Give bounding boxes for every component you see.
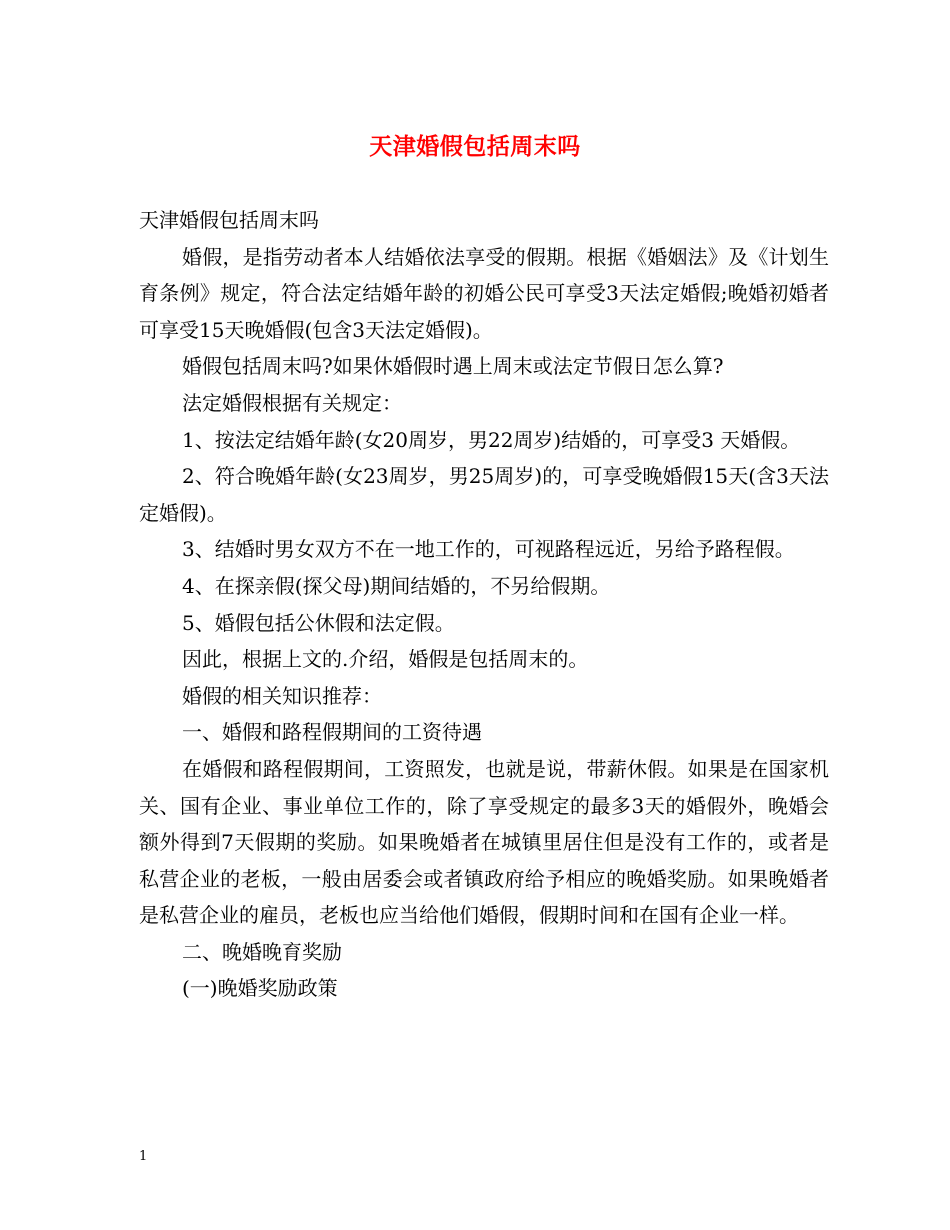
- paragraph: 二、晚婚晚育奖励: [182, 939, 342, 964]
- page-number: 1: [139, 1149, 148, 1164]
- paragraph: 4、在探亲假(探父母)期间结婚的，不另给假期。: [182, 573, 611, 598]
- paragraph: 在婚假和路程假期间，工资照发，也就是说，带薪休假。如果是在国家机关、国有企业、事业单位工作的，除了享受规定的最多3天的婚假外，晚婚会额外得到7天假期的奖励。如果晚婚者在城镇里居住但是没有工作的，或者是私营企业的老板，一般由居委会或者镇政府给予相应的晚婚奖励。如果晚婚者是私营企业的雇员，老板也应当给他们婚假，假期时间和在国有企业一样。: [139, 756, 829, 928]
- paragraph: 因此，根据上文的.介绍，婚假是包括周末的。: [182, 647, 589, 672]
- paragraph: 天津婚假包括周末吗: [139, 208, 319, 232]
- document-body: [139, 202, 829, 1007]
- paragraph: 法定婚假根据有关规定：: [182, 390, 402, 415]
- paragraph: 3、结婚时男女双方不在一地工作的，可视路程远近，另给予路程假。: [182, 537, 795, 562]
- paragraph: 婚假的相关知识推荐：: [182, 683, 382, 708]
- paragraph: 婚假，是指劳动者本人结婚依法享受的假期。根据《婚姻法》及《计划生育条例》规定，符合法定结婚年龄的初婚公民可享受3天法定婚假;晚婚初婚者可享受15天晚婚假(包含3天法定婚假)。: [139, 244, 829, 342]
- paragraph: 婚假包括周末吗?如果休婚假时遇上周末或法定节假日怎么算?: [182, 354, 724, 379]
- paragraph: (一)晚婚奖励政策: [182, 976, 338, 1001]
- paragraph: 1、按法定结婚年龄(女20周岁，男22周岁)结婚的，可享受3 天婚假。: [182, 427, 801, 452]
- paragraph: 一、婚假和路程假期间的工资待遇: [182, 720, 482, 745]
- paragraph: 2、符合晚婚年龄(女23周岁，男25周岁)的，可享受晚婚假15天(含3天法定婚假)。: [139, 464, 829, 525]
- paragraph: 5、婚假包括公休假和法定假。: [182, 610, 455, 635]
- document-title: 天津婚假包括周末吗: [369, 133, 581, 160]
